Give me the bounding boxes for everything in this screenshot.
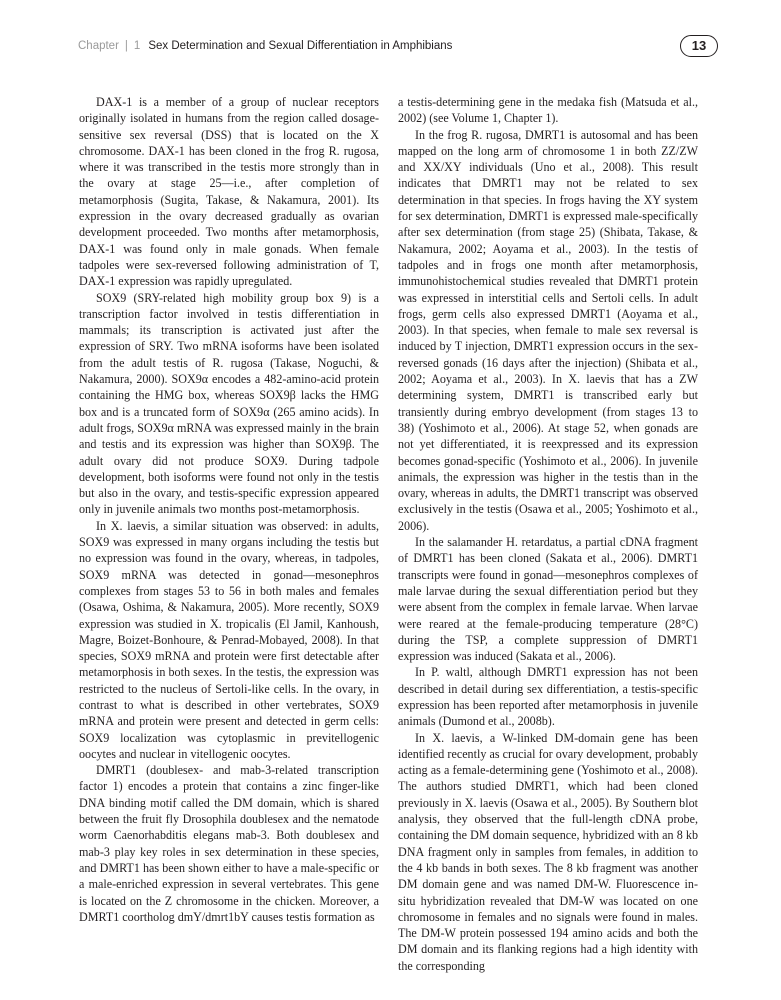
page-number: 13: [680, 35, 718, 57]
paragraph-continued: a testis-determining gene in the medaka fish (Matsuda et al., 2002) (see Volume 1, Chapter 1).: [398, 95, 698, 126]
chapter-number: 1: [133, 40, 141, 52]
paragraph-sox9: SOX9 (SRY-related high mobility group box 9) is a transcription factor involved in testis differentiation in mammals; its transcription is activated just after the expression of SRY. Two mRNA isoforms have been isolated from the adult testis of R. rugosa (Takase, Noguchi, & Nakamura, 2000). SOX9α encodes a 482-amino-acid protein containing the HMG box, whereas SOX9β lacks the HMG box and is a truncated form of SOX9α (265 amino acids). In adult frogs, SOX9α mRNA was expressed mainly in the brain and testis and its expression was higher than SOX9β. The adult ovary did not produce SOX9. During tadpole development, both isoforms were found not only in the testis but also in the ovary, and testis-specific expression appeared only in juvenile animals two months post-metamorphosis.: [79, 290, 379, 517]
paragraph-salamander: In the salamander H. retardatus, a partial cDNA fragment of DMRT1 has been cloned (Sakata et al., 2006). DMRT1 transcripts were found in gonad—mesonephros complexes of male larvae during the sexual differentiation period but they were absent from the complex in female larvae. When larvae were reared at the female-producing temperature (28°C) during the TSP, a complete suppression of DMRT1 expression was induced (Sakata et al., 2006).: [398, 535, 698, 664]
paragraph-pwaltl: In P. waltl, although DMRT1 expression has not been described in detail during sex differentiation, a testis-specific expression has been reported after metamorphosis in juvenile animals (Dumond et al., 2008b).: [398, 665, 698, 729]
header-divider: |: [124, 40, 128, 52]
paragraph-dmw: In X. laevis, a W-linked DM-domain gene has been identified recently as crucial for ovary development, probably acting as a female-determining gene (Yoshimoto et al., 2008). The authors studied DMRT1, which had been cloned previously in X. laevis (Osawa et al., 2005). By Southern blot analysis, they observed that the full-length cDNA probe, containing the DM domain sequence, hybridized with an 8 kb DNA fragment only in samples from females, in addition to the 4 kb bands in both sexes. The 8 kb fragment was another DM domain gene and was named DM-W. Fluorescence in-situ hybridization revealed that DM-W was located on one chromosome in females and no signals were found in males. The DM-W protein possessed 194 amino acids and both the DM domain and its flanking regions had a high identity with the corresponding: [398, 730, 698, 973]
paragraph-dmrt1-rugosa: In the frog R. rugosa, DMRT1 is autosomal and has been mapped on the long arm of chromosome 1 in both ZZ/ZW and XX/XY individuals (Uno et al., 2008). This result indicates that DMRT1 may not be related to sex determination in that species. In frogs having the XY system for sex determination, DMRT1 is expressed male-specifically after sex determination (from stage 25) (Shibata, Takase, & Nakamura, 2002; Aoyama et al., 2003). In the testis of tadpoles and in frogs one month after metamorphosis, immunohistochemical studies revealed that DMRT1 protein was expressed in interstitial cells and Sertoli cells. In adult frogs, germ cells also expressed DMRT1 (Aoyama et al., 2003). In that species, when female to male sex reversal is induced by T injection, DMRT1 expression occurs in the sex-reversed gonads (16 days after the injection) (Shibata et al., 2002; Aoyama et al., 2003). In X. laevis that has a ZW determining system, DMRT1 is transcribed early but transiently during embryo development (from stages 13 to 38) (Yoshimoto et al., 2006). At stage 52, when gonads are not yet differentiated, it is reexpressed and its expression becomes gonad-specific (Yoshimoto et al., 2006). In juvenile animals, the expression was higher in the testis than in the ovary, whereas in adults, the DMRT1 transcript was observed exclusively in the testis (Osawa et al., 2005; Yoshimoto et al., 2006).: [398, 127, 698, 533]
paragraph-dmrt1: DMRT1 (doublesex- and mab-3-related transcription factor 1) encodes a protein that contains a zinc finger-like DNA binding motif called the DM domain, which is shared between the fruit fly Drosophila doublesex and the nematode worm Caenorhabditis elegans mab-3. Both doublesex and mab-3 play key roles in sex determination in these species, and DMRT1 has been shown either to have a male-specific or a male-enriched expression in several vertebrates. This gene is located on the Z chromosome in the chicken. Moreover, a DMRT1 coortholog dmY/dmrt1bY causes testis formation as: [79, 763, 379, 924]
paragraph-dax1: DAX-1 is a member of a group of nuclear receptors originally isolated in humans from the region called dosage-sensitive sex reversal (DSS) that is located on the X chromosome. DAX-1 has been cloned in the frog R. rugosa, where it was transcribed in the testis more strongly than in the ovary at stage 25—i.e., after completion of metamorphosis (Sugita, Takase, & Nakamura, 2001). Its expression in the ovary decreased gradually as ovarian development proceeded. Two months after metamorphosis, DAX-1 was found only in male gonads. When female tadpoles were sex-reversed following administration of T, DAX-1 expression was rapidly upregulated.: [79, 95, 379, 289]
running-header: [78, 40, 718, 64]
left-column: [79, 94, 379, 925]
chapter-label: Chapter: [78, 40, 119, 52]
paragraph-sox9-xlaevis: In X. laevis, a similar situation was observed: in adults, SOX9 was expressed in many organs including the testis but no expression was found in the ovary, whereas, in tadpoles, SOX9 mRNA was detected in gonad—mesonephros complexes from stages 53 to 56 in both males and females (Osawa, Oshima, & Nakamura, 2005). More recently, SOX9 expression was studied in X. tropicalis (El Jamil, Kanhoush, Magre, Boizet-Bonhoure, & Penrad-Mobayed, 2008). In that species, SOX9 mRNA and protein were first detectable after metamorphosis in both sexes. In the testis, the expression was restricted to the nucleus of Sertoli-like cells. In the ovary, in contrast to what is described in other vertebrates, SOX9 mRNA and protein were present and detected in germ cells: SOX9 localization was cytoplasmic in previtellogenic oocytes and nuclear in vitellogenic oocytes.: [79, 518, 379, 761]
right-column: [398, 94, 698, 974]
running-title: Sex Determination and Sexual Differentiation in Amphibians: [148, 40, 453, 52]
